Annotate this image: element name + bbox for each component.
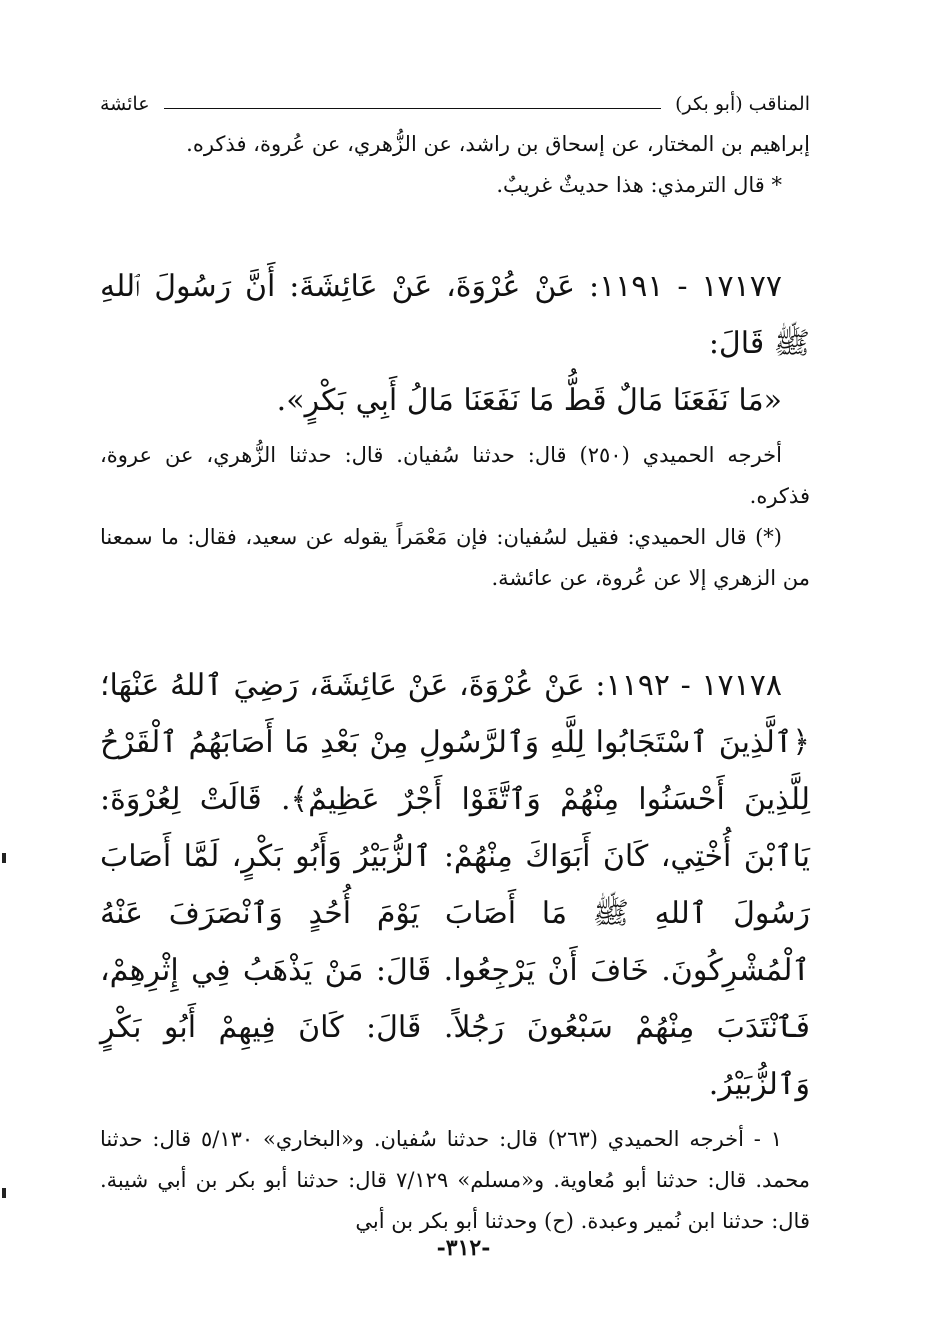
- header-section: عائشة: [100, 93, 150, 115]
- header-chapter: المناقب (أبو بكر): [675, 93, 810, 115]
- header-rule: [164, 108, 662, 109]
- spacer: [100, 206, 810, 258]
- hadith-1191-text: «مَا نَفَعَنَا مَالٌ قَطُّ مَا نَفَعَنَا مَالُ أَبِي بَكْرٍ».: [276, 383, 782, 418]
- tirmidhi-remark: * قال الترمذي: هذا حديثٌ غريبٌ.: [496, 173, 782, 197]
- margin-mark: [2, 1188, 6, 1198]
- page-body: [100, 84, 810, 1242]
- page-number: -٣١٢-: [436, 1235, 491, 1261]
- intro-line: إبراهيم بن المختار، عن إسحاق بن راشد، عن الزُّهري، عن عُروة، فذكره.: [186, 132, 810, 156]
- hadith-1192-text: ١٧١٧٨ - ١١٩٢: عَنْ عُرْوَةَ، عَنْ عَائِشَةَ، رَضِيَ ٱللهُ عَنْهَا؛ ﴿ٱلَّذِينَ ٱسْتَجَابُوا لِلَّهِ وَٱلرَّسُولِ مِنْ بَعْدِ مَا أَصَابَهُمُ ٱلْقَرْحُ لِلَّذِينَ أَحْسَنُوا مِنْهُمْ وَٱتَّقَوْا أَجْرٌ عَظِيمٌ﴾. قَالَتْ لِعُرْوَةَ: يَاٱبْنَ أُخْتِي، كَانَ أَبَوَاكَ مِنْهُمْ: ٱلزُّبَيْرُ وَأَبُو بَكْرٍ، لَمَّا أَصَابَ رَسُولَ ٱللهِ ﷺ مَا أَصَابَ يَوْمَ أُحُدٍ وَٱنْصَرَفَ عَنْهُ ٱلْمُشْرِكُونَ. خَافَ أَنْ يَرْجِعُوا. قَالَ: مَنْ يَذْهَبُ فِي إِثْرِهِمْ، فَٱنْتَدَبَ مِنْهُمْ سَبْعُونَ رَجُلاً. قَالَ: كَانَ فِيهِمْ أَبُو بَكْرٍ وَٱلزُّبَيْرُ.: [100, 668, 810, 1102]
- hadith-1191-takhrij: أخرجه الحميدي (٢٥٠) قال: حدثنا سُفيان. قال: حدثنا الزُّهري، عن عروة، فذكره.: [100, 443, 810, 508]
- spacer: [100, 599, 810, 657]
- hadith-1192-takhrij: ١ - أخرجه الحميدي (٢٦٣) قال: حدثنا سُفيان. و«البخاري» ٥/١٣٠ قال: حدثنا محمد. قال: حدثنا أبو مُعاوية. و«مسلم» ٧/١٢٩ قال: حدثنا أبو بكر بن أبي شيبة. قال: حدثنا ابن نُمير وعبدة. (ح) وحدثنا أبو بكر بن أبي: [100, 1127, 810, 1233]
- hadith-1191-heading: ١٧١٧٧ - ١١٩١: عَنْ عُرْوَةَ، عَنْ عَائِشَةَ: أَنَّ رَسُولَ ٱللهِ ﷺ قَالَ:: [100, 269, 810, 361]
- running-header: [100, 84, 810, 124]
- margin-mark: [2, 853, 6, 863]
- hadith-1191-note: (*) قال الحميدي: فقيل لسُفيان: فإن مَعْمَراً يقوله عن سعيد، فقال: ما سمعنا من الزهري إلا عن عُروة، عن عائشة.: [100, 525, 810, 590]
